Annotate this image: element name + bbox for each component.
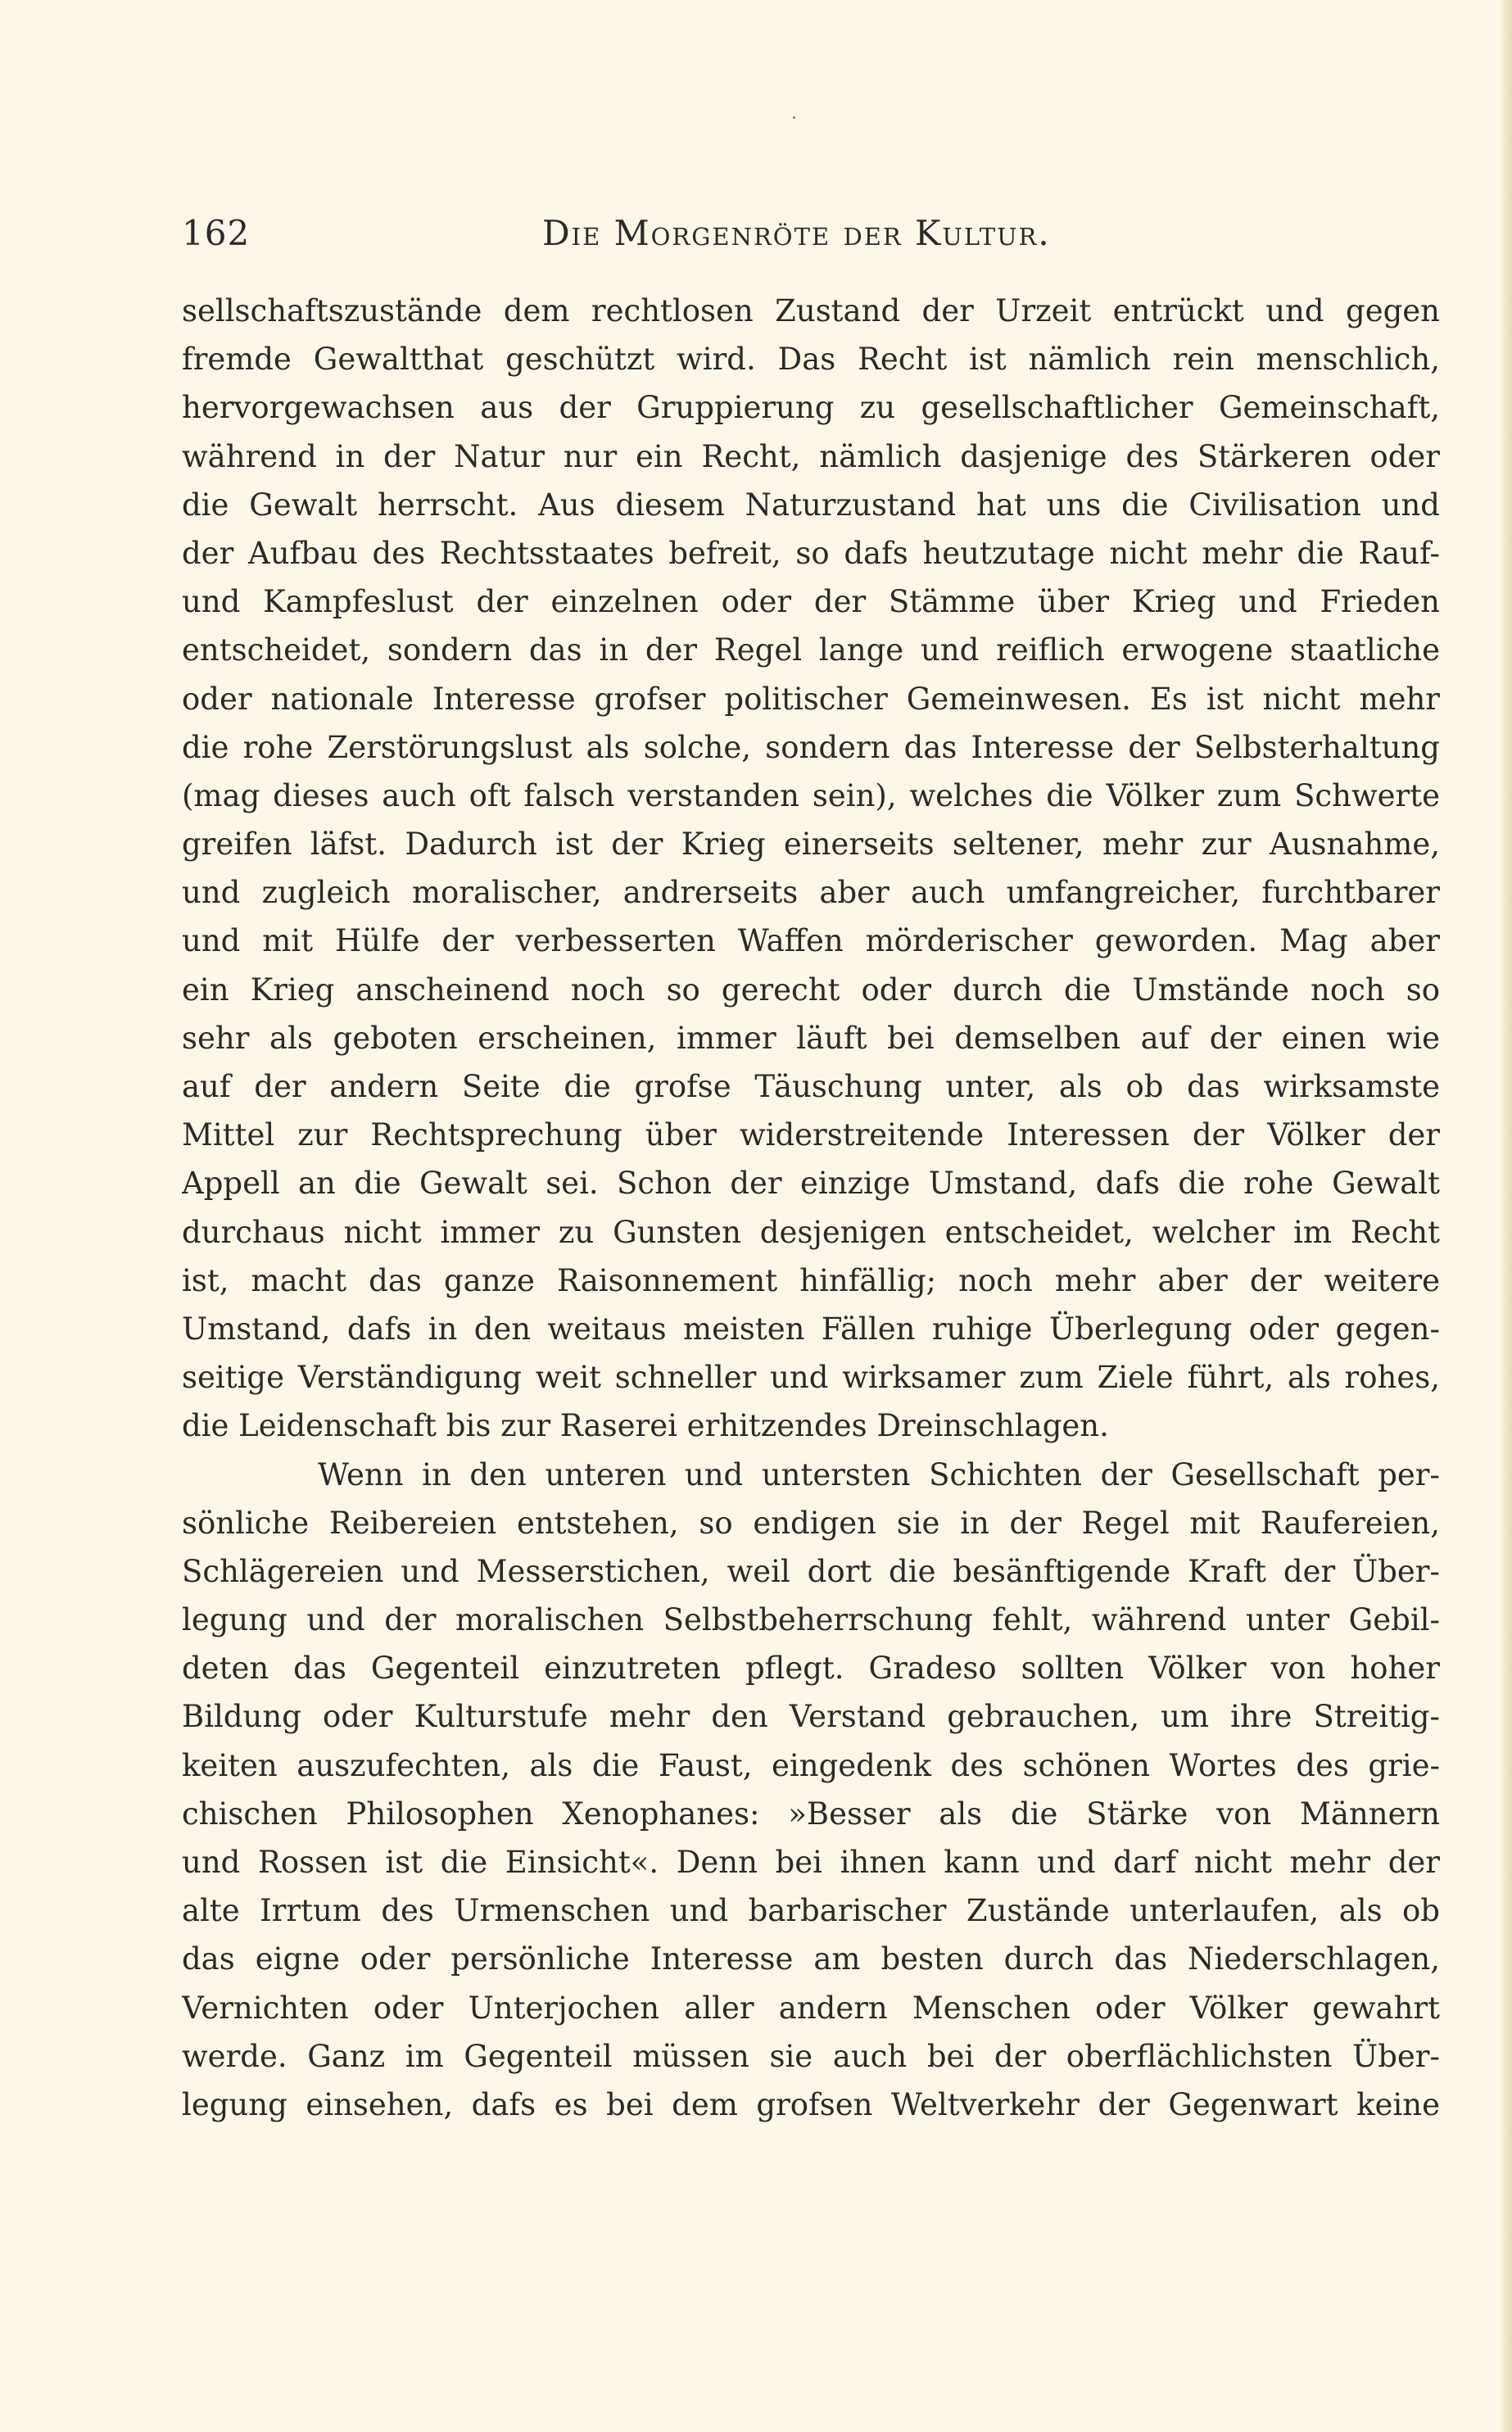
text-line: legung und der moralischen Selbstbeherrschung fehlt, während unter Gebil- — [182, 1602, 1440, 1638]
text-line: Wenn in den unteren und untersten Schichten der Gesellschaft per- — [318, 1456, 1440, 1492]
text-line: legung einsehen, dafs es bei dem grofsen Weltverkehr der Gegenwart keine — [182, 2086, 1440, 2122]
text-line: Schlägereien und Messerstichen, weil dort die besänftigende Kraft der Über- — [182, 1553, 1440, 1589]
text-line: Umstand, dafs in den weitaus meisten Fällen ruhige Überlegung oder gegen- — [182, 1311, 1440, 1347]
page-number: 162 — [182, 213, 251, 253]
text-line: und zugleich moralischer, andrerseits aber auch umfangreicher, furchtbarer — [182, 875, 1440, 911]
text-line: deten das Gegenteil einzutreten pflegt. Gradeso sollten Völker von hoher — [182, 1651, 1440, 1687]
text-line: (mag dieses auch oft falsch verstanden sein), welches die Völker zum Schwerte — [182, 777, 1440, 813]
text-line: greifen läfst. Dadurch ist der Krieg einerseits seltener, mehr zur Ausnahme, — [182, 827, 1440, 863]
body-text — [182, 287, 1440, 2129]
text-line: und Rossen ist die Einsicht«. Denn bei ihnen kann und darf nicht mehr der — [182, 1845, 1440, 1880]
text-line: ist, macht das ganze Raisonnement hinfällig; noch mehr aber der weitere — [182, 1262, 1440, 1298]
text-line: sellschaftszustände dem rechtlosen Zustand der Urzeit entrückt und gegen — [182, 293, 1440, 328]
text-line: durchaus nicht immer zu Gunsten desjenigen entscheidet, welcher im Recht — [182, 1214, 1440, 1250]
text-line: die rohe Zerstörungslust als solche, sondern das Interesse der Selbsterhaltung — [182, 729, 1440, 765]
text-line: das eigne oder persönliche Interesse am besten durch das Niederschlagen, — [182, 1941, 1440, 1977]
text-line: und Kampfeslust der einzelnen oder der Stämme über Krieg und Frieden — [182, 584, 1440, 620]
text-line: fremde Gewaltthat geschützt wird. Das Recht ist nämlich rein menschlich, — [182, 342, 1440, 378]
text-line: seitige Verständigung weit schneller und wirksamer zum Ziele führt, als rohes, — [182, 1360, 1440, 1396]
text-line: hervorgewachsen aus der Gruppierung zu gesellschaftlicher Gemeinschaft, — [182, 390, 1440, 426]
page-edge-shadow — [1499, 0, 1512, 2432]
text-line: auf der andern Seite die grofse Täuschung unter, als ob das wirksamste — [182, 1069, 1440, 1104]
text-line: oder nationale Interesse grofser politischer Gemeinwesen. Es ist nicht mehr — [182, 681, 1440, 717]
text-line: entscheidet, sondern das in der Regel lange und reiflich erwogene staatliche — [182, 632, 1440, 668]
text-line: während in der Natur nur ein Recht, nämlich dasjenige des Stärkeren oder — [182, 438, 1440, 474]
running-head: Die Morgenröte der Kultur. — [542, 213, 1051, 253]
text-line: Mittel zur Rechtsprechung über widerstreitende Interessen der Völker der — [182, 1117, 1440, 1153]
text-line: und mit Hülfe der verbesserten Waffen mörderischer geworden. Mag aber — [182, 923, 1440, 959]
paragraph-2 — [182, 1451, 1440, 2130]
text-line: Vernichten oder Unterjochen aller andern Menschen oder Völker gewahrt — [182, 1990, 1440, 2026]
text-line: ein Krieg anscheinend noch so gerecht oder durch die Umstände noch so — [182, 971, 1440, 1008]
text-line: sehr als geboten erscheinen, immer läuft bei demselben auf der einen wie — [182, 1020, 1440, 1056]
text-line: Bildung oder Kulturstufe mehr den Verstand gebrauchen, um ihre Streitig- — [182, 1699, 1440, 1735]
page-header — [182, 202, 1440, 259]
text-line: Appell an die Gewalt sei. Schon der einzige Umstand, dafs die rohe Gewalt — [182, 1166, 1440, 1202]
text-line: chischen Philosophen Xenophanes: »Besser als die Stärke von Männern — [182, 1796, 1440, 1832]
paragraph-1 — [182, 287, 1440, 1451]
text-line: keiten auszufechten, als die Faust, eingedenk des schönen Wortes des grie- — [182, 1747, 1440, 1783]
text-line: die Leidenschaft bis zur Raserei erhitzendes Dreinschlagen. — [182, 1408, 1109, 1444]
text-line: alte Irrtum des Urmenschen und barbarischer Zustände unterlaufen, als ob — [182, 1893, 1440, 1929]
paper-speck — [793, 116, 795, 119]
text-line: die Gewalt herrscht. Aus diesem Naturzustand hat uns die Civilisation und — [182, 487, 1440, 523]
text-line: werde. Ganz im Gegenteil müssen sie auch bei der oberflächlichsten Über- — [182, 2038, 1440, 2074]
text-line: der Aufbau des Rechtsstaates befreit, so dafs heutzutage nicht mehr die Rauf- — [182, 535, 1440, 571]
text-line: sönliche Reibereien entstehen, so endigen sie in der Regel mit Raufereien, — [182, 1505, 1440, 1541]
